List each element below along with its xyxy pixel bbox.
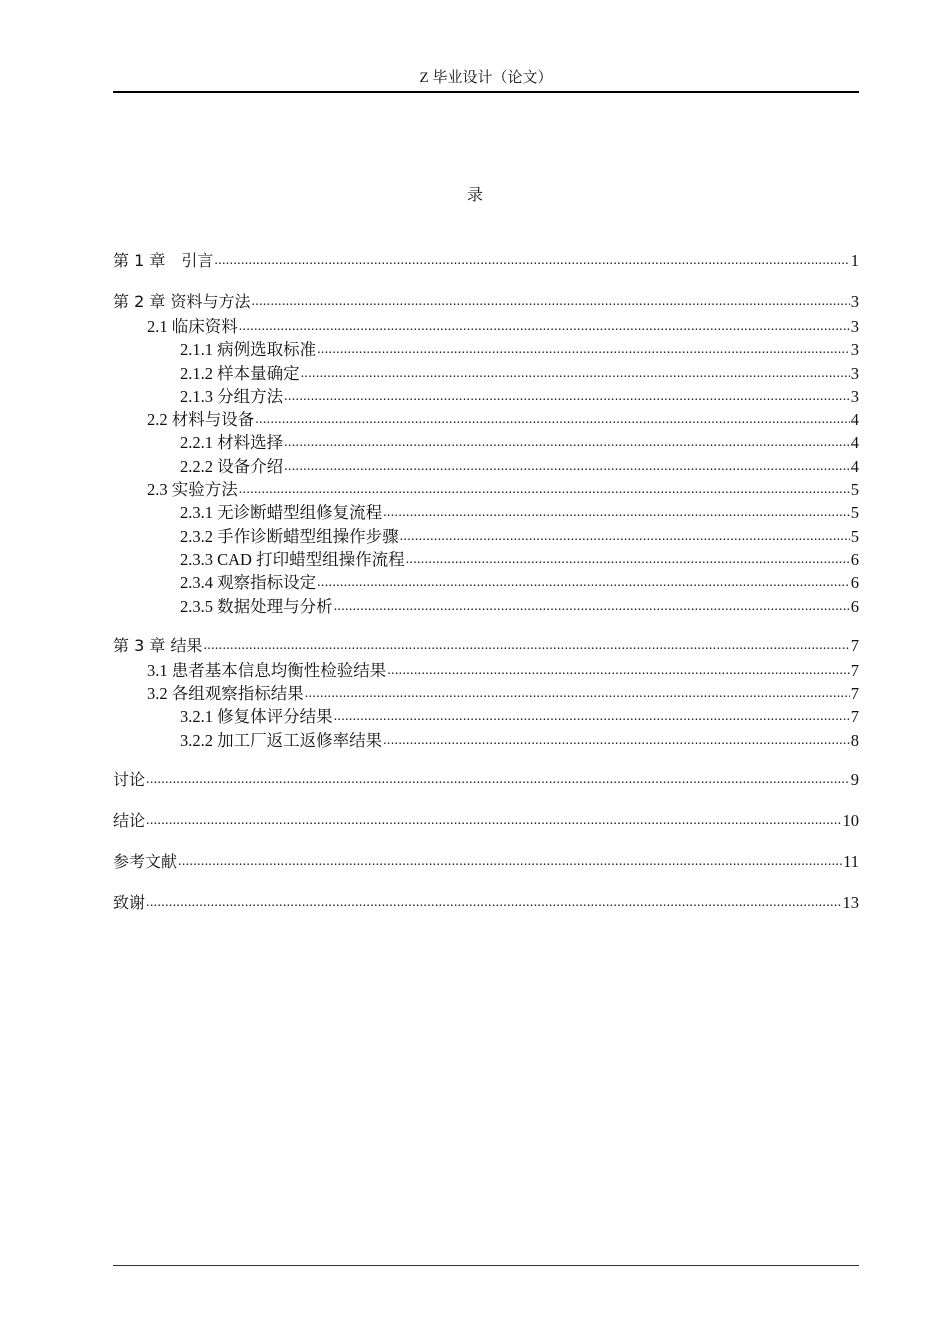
toc-dot-leader bbox=[203, 637, 849, 651]
toc-page-number: 6 bbox=[850, 549, 859, 569]
toc-page-number: 6 bbox=[850, 573, 859, 593]
toc-entry-label: 2.3.5 数据处理与分析 bbox=[180, 596, 333, 616]
toc-dot-leader bbox=[146, 812, 841, 826]
toc-subsection-entry[interactable] bbox=[113, 593, 859, 616]
toc-entry-label: 第 1 章 引言 bbox=[113, 251, 214, 270]
toc-dot-leader bbox=[255, 411, 850, 425]
toc-dot-leader bbox=[301, 365, 850, 379]
toc-page-number: 1 bbox=[850, 251, 859, 270]
toc-dot-leader bbox=[239, 318, 850, 332]
toc-entry-label: 讨论 bbox=[113, 770, 146, 790]
toc-page-number: 5 bbox=[850, 503, 859, 523]
toc-chapter-entry[interactable] bbox=[113, 767, 859, 791]
toc-chapter-entry[interactable] bbox=[113, 808, 859, 832]
toc-dot-leader bbox=[334, 598, 850, 612]
toc-chapter-entry[interactable] bbox=[113, 248, 859, 272]
toc-dot-leader bbox=[146, 771, 850, 785]
toc-page-number: 6 bbox=[850, 596, 859, 616]
footer-divider bbox=[113, 1265, 859, 1266]
page-header bbox=[113, 66, 859, 93]
toc-page-number: 7 bbox=[850, 684, 859, 704]
toc-dot-leader bbox=[284, 388, 850, 402]
toc-section-entry[interactable] bbox=[113, 657, 859, 680]
toc-chapter-entry[interactable] bbox=[113, 289, 859, 313]
toc-page-number: 5 bbox=[850, 526, 859, 546]
toc-page-number: 3 bbox=[850, 363, 859, 383]
toc-page-number: 11 bbox=[843, 852, 859, 872]
toc-dot-leader bbox=[305, 685, 850, 699]
toc-entry-label: 3.1 患者基本信息均衡性检验结果 bbox=[147, 660, 387, 680]
toc-dot-leader bbox=[334, 708, 850, 722]
toc-entry-label: 致谢 bbox=[113, 893, 146, 913]
toc-page-number: 4 bbox=[850, 433, 859, 453]
page-title: 录 bbox=[466, 187, 483, 204]
toc-entry-label: 2.3 实验方法 bbox=[147, 480, 238, 500]
toc-chapter-entry[interactable] bbox=[113, 849, 859, 873]
toc-dot-leader bbox=[251, 293, 849, 307]
toc-page-number: 8 bbox=[850, 730, 859, 750]
toc-page-number: 7 bbox=[850, 660, 859, 680]
toc-subsection-entry[interactable] bbox=[113, 523, 859, 546]
toc-entry-label: 2.2.1 材料选择 bbox=[180, 433, 284, 453]
toc-subsection-entry[interactable] bbox=[113, 360, 859, 383]
toc-dot-leader bbox=[406, 551, 850, 565]
toc-subsection-entry[interactable] bbox=[113, 727, 859, 750]
toc-page-number: 9 bbox=[850, 770, 859, 790]
toc-entry-label: 3.2.2 加工厂返工返修率结果 bbox=[180, 730, 383, 750]
toc-entry-label: 3.2.1 修复体评分结果 bbox=[180, 707, 333, 727]
toc-dot-leader bbox=[146, 894, 841, 908]
toc-dot-leader bbox=[239, 481, 850, 495]
toc-dot-leader bbox=[178, 853, 842, 867]
toc-subsection-entry[interactable] bbox=[113, 499, 859, 522]
toc-entry-label: 3.2 各组观察指标结果 bbox=[147, 684, 304, 704]
toc-dot-leader bbox=[383, 732, 850, 746]
toc-entry-label: 第 2 章 资料与方法 bbox=[113, 292, 251, 311]
toc-subsection-entry[interactable] bbox=[113, 569, 859, 592]
toc-dot-leader bbox=[400, 528, 850, 542]
toc-page-number: 3 bbox=[850, 386, 859, 406]
toc-dot-leader bbox=[317, 574, 850, 588]
toc-page-number: 4 bbox=[850, 456, 859, 476]
toc-subsection-entry[interactable] bbox=[113, 703, 859, 726]
toc-entry-label: 2.3.2 手作诊断蜡型组操作步骤 bbox=[180, 526, 399, 546]
toc-chapter-entry[interactable] bbox=[113, 633, 859, 657]
toc-entry-label: 2.1.2 样本量确定 bbox=[180, 363, 300, 383]
toc-dot-leader bbox=[284, 434, 850, 448]
toc-subsection-entry[interactable] bbox=[113, 383, 859, 406]
toc-dot-leader bbox=[214, 252, 849, 266]
toc-page-number: 3 bbox=[850, 317, 859, 336]
toc-section-entry[interactable] bbox=[113, 476, 859, 499]
toc-dot-leader bbox=[317, 341, 850, 355]
toc-entry-label: 第 3 章 结果 bbox=[113, 635, 203, 655]
toc-dot-leader bbox=[284, 458, 850, 472]
toc-section-entry[interactable] bbox=[113, 313, 859, 336]
toc-page-number: 4 bbox=[850, 410, 859, 430]
toc-entry-label: 2.2 材料与设备 bbox=[147, 410, 255, 430]
toc-page-number: 5 bbox=[850, 480, 859, 500]
toc-page-number: 7 bbox=[850, 635, 859, 655]
toc-page-number: 7 bbox=[850, 707, 859, 727]
toc-entry-label: 2.1.1 病例选取标准 bbox=[180, 340, 317, 360]
toc-dot-leader bbox=[383, 504, 850, 518]
toc-page-number: 3 bbox=[850, 340, 859, 360]
toc-entry-label: 2.1 临床资料 bbox=[147, 317, 238, 336]
toc-subsection-entry[interactable] bbox=[113, 336, 859, 359]
toc-subsection-entry[interactable] bbox=[113, 453, 859, 476]
toc-section-entry[interactable] bbox=[113, 680, 859, 703]
toc-chapter-entry[interactable] bbox=[113, 890, 859, 914]
table-of-contents bbox=[113, 248, 859, 914]
toc-entry-label: 2.2.2 设备介绍 bbox=[180, 456, 284, 476]
toc-page-number: 3 bbox=[850, 292, 859, 311]
toc-entry-label: 2.3.4 观察指标设定 bbox=[180, 573, 317, 593]
toc-page-number: 13 bbox=[842, 893, 859, 913]
toc-entry-label: 2.3.1 无诊断蜡型组修复流程 bbox=[180, 503, 383, 523]
toc-entry-label: 结论 bbox=[113, 811, 146, 831]
toc-entry-label: 参考文献 bbox=[113, 852, 178, 872]
toc-subsection-entry[interactable] bbox=[113, 429, 859, 452]
toc-entry-label: 2.3.3 CAD 打印蜡型组操作流程 bbox=[180, 549, 405, 569]
toc-dot-leader bbox=[387, 662, 850, 676]
toc-subsection-entry[interactable] bbox=[113, 546, 859, 569]
toc-section-entry[interactable] bbox=[113, 406, 859, 429]
toc-page-number: 10 bbox=[842, 811, 859, 831]
toc-entry-label: 2.1.3 分组方法 bbox=[180, 386, 284, 406]
header-title: Z 毕业设计（论文） bbox=[419, 70, 553, 86]
